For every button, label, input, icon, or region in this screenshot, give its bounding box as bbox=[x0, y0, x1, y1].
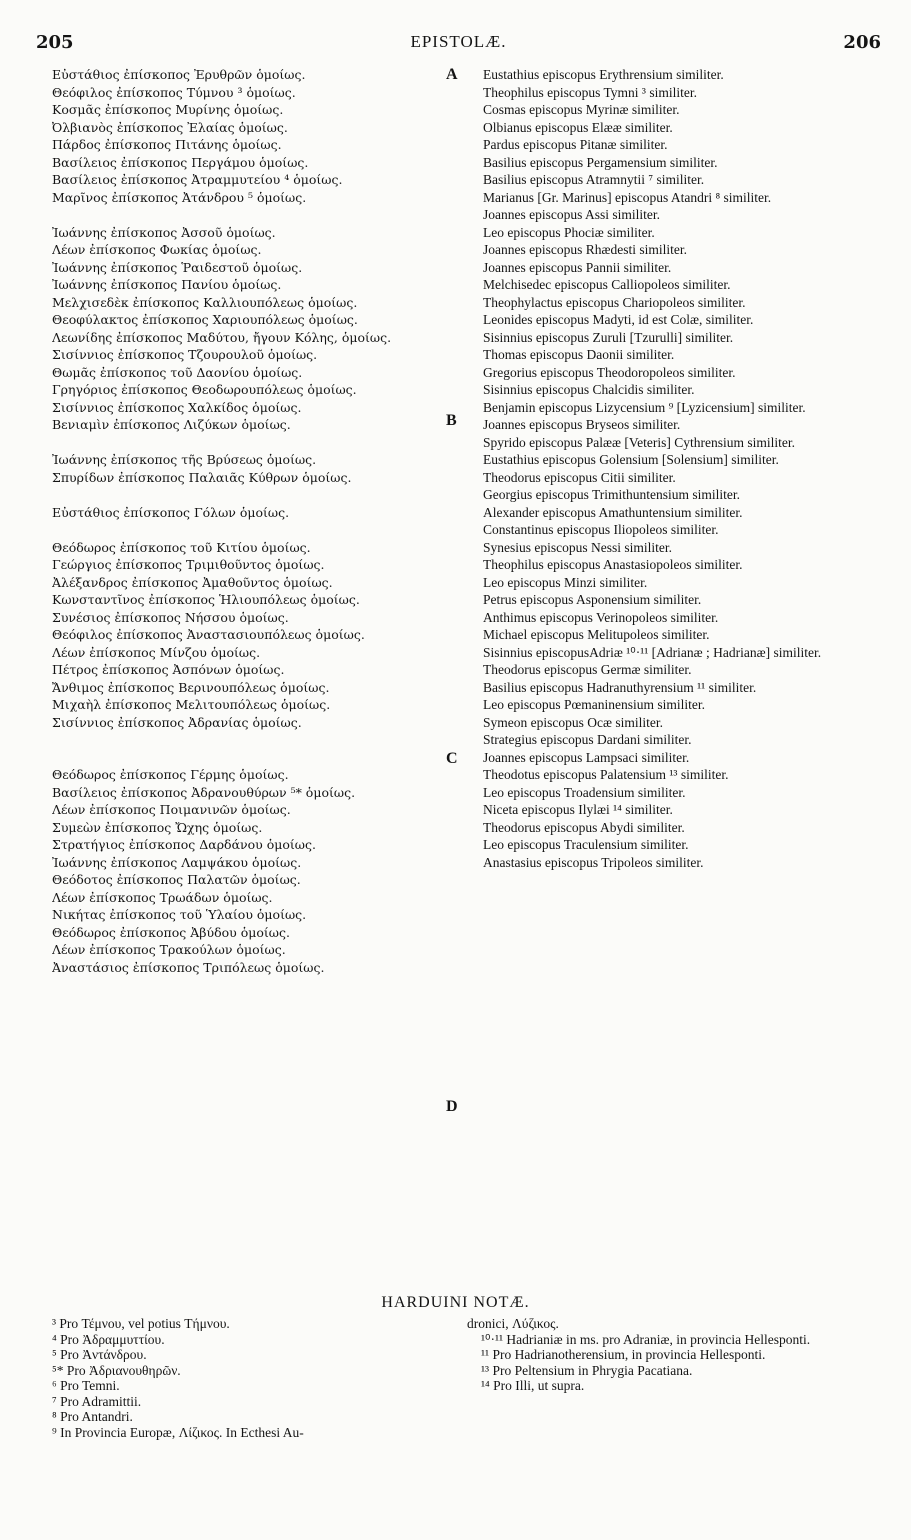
greek-column bbox=[52, 66, 442, 976]
greek-entry: Εὐστάθιος ἐπίσκοπος Γόλων ὁμοίως. bbox=[52, 504, 290, 520]
footnote: ⁹ In Provincia Europæ, Λίζικος. In Ecthesi Au- bbox=[52, 1424, 304, 1440]
latin-entry: Basilius episcopus Hadranuthyrensium ¹¹ similiter. bbox=[483, 679, 757, 695]
latin-entry: Theophilus episcopus Tymni ³ similiter. bbox=[483, 84, 697, 100]
latin-entry: Thomas episcopus Daonii similiter. bbox=[483, 347, 675, 362]
latin-column bbox=[483, 66, 879, 871]
greek-entry: Γρηγόριος ἐπίσκοπος Θεοδωρουπόλεως ὁμοίως. bbox=[52, 382, 357, 397]
latin-entry: Petrus episcopus Asponensium similiter. bbox=[483, 592, 702, 607]
latin-entry: Sisinnius episcopus Zuruli [Tzurulli] similiter. bbox=[483, 329, 734, 345]
latin-entry: Anastasius episcopus Tripoleos similiter. bbox=[483, 854, 704, 870]
latin-entry: Leo episcopus Pœmaninensium similiter. bbox=[483, 697, 705, 712]
greek-entry: Σισίννιος ἐπίσκοπος Χαλκίδος ὁμοίως. bbox=[52, 399, 302, 415]
greek-entry: Συνέσιος ἐπίσκοπος Νήσσου ὁμοίως. bbox=[52, 609, 289, 625]
latin-entry: Theophilus episcopus Anastasiopoleos similiter. bbox=[483, 557, 743, 572]
notes-right-column bbox=[467, 1316, 877, 1394]
greek-entry: Σισίννιος ἐπίσκοπος Τζουρουλοῦ ὁμοίως. bbox=[52, 347, 318, 362]
latin-entry: Constantinus episcopus Iliopoleos similiter. bbox=[483, 522, 719, 537]
latin-entry: Sisinnius episcopus Chalcidis similiter. bbox=[483, 382, 695, 397]
running-title: EPISTOLÆ. bbox=[410, 32, 507, 51]
latin-entry: Joannes episcopus Lampsaci similiter. bbox=[483, 749, 690, 765]
latin-entry: Benjamin episcopus Lizycensium ⁹ [Lyzicensium] similiter. bbox=[483, 399, 806, 415]
latin-entry: Eustathius episcopus Golensium [Solensium] similiter. bbox=[483, 452, 779, 467]
latin-entry: Cosmas episcopus Myrinæ similiter. bbox=[483, 102, 680, 117]
greek-entry: Λέων ἐπίσκοπος Φωκίας ὁμοίως. bbox=[52, 242, 262, 257]
notes-heading: HARDUINI NOTÆ. bbox=[381, 1294, 530, 1311]
latin-entry: Pardus episcopus Pitanæ similiter. bbox=[483, 137, 668, 152]
greek-entry: Ἰωάννης ἐπίσκοπος Ῥαιδεστοῦ ὁμοίως. bbox=[52, 259, 303, 275]
section-marker-c: C bbox=[446, 750, 458, 767]
greek-entry: Βασίλειος ἐπίσκοπος Ἀτραμμυτείου ⁴ ὁμοίως. bbox=[52, 172, 343, 187]
greek-entry: Στρατήγιος ἐπίσκοπος Δαρδάνου ὁμοίως. bbox=[52, 837, 316, 852]
greek-entry: Σισίννιος ἐπίσκοπος Ἀδρανίας ὁμοίως. bbox=[52, 714, 302, 730]
footnote: ¹¹ Pro Hadrianotherensium, in provincia Hellesponti. bbox=[481, 1347, 766, 1362]
page-number-left: 205 bbox=[36, 32, 74, 53]
latin-entry: Georgius episcopus Trimithuntensium similiter. bbox=[483, 487, 741, 502]
footnote: ¹⁴ Pro Illi, ut supra. bbox=[481, 1378, 585, 1393]
latin-entry: Basilius episcopus Atramnytii ⁷ similiter. bbox=[483, 172, 705, 187]
latin-entry: Theophylactus episcopus Chariopoleos similiter. bbox=[483, 294, 746, 310]
latin-entry: Leo episcopus Phociæ similiter. bbox=[483, 224, 655, 240]
greek-entry: Εὐστάθιος ἐπίσκοπος Ἐρυθρῶν ὁμοίως. bbox=[52, 67, 306, 82]
page-header bbox=[36, 32, 881, 56]
greek-entry: Λέων ἐπίσκοπος Μίνζου ὁμοίως. bbox=[52, 644, 261, 660]
latin-entry: Synesius episcopus Nessi similiter. bbox=[483, 539, 672, 555]
footnote: dronici, Λύζικος. bbox=[467, 1316, 559, 1331]
greek-entry: Πέτρος ἐπίσκοπος Ἀσπόνων ὁμοίως. bbox=[52, 662, 285, 677]
greek-entry: Ἰωάννης ἐπίσκοπος Λαμψάκου ὁμοίως. bbox=[52, 854, 302, 870]
greek-entry: Κοσμᾶς ἐπίσκοπος Μυρίνης ὁμοίως. bbox=[52, 102, 284, 117]
latin-entry: Michael episcopus Melitupoleos similiter. bbox=[483, 627, 710, 642]
greek-entry: Ἀναστάσιος ἐπίσκοπος Τριπόλεως ὁμοίως. bbox=[52, 959, 325, 975]
greek-entry: Ἄνθιμος ἐπίσκοπος Βερινουπόλεως ὁμοίως. bbox=[52, 679, 330, 695]
greek-entry: Λέων ἐπίσκοπος Τρωάδων ὁμοίως. bbox=[52, 889, 273, 905]
greek-entry: Σπυρίδων ἐπίσκοπος Παλαιᾶς Κύθρων ὁμοίως. bbox=[52, 469, 352, 485]
footnote: ⁷ Pro Adramittii. bbox=[52, 1393, 142, 1409]
greek-entry: Θεόφιλος ἐπίσκοπος Τύμνου ³ ὁμοίως. bbox=[52, 84, 296, 100]
latin-entry: Theodotus episcopus Palatensium ¹³ similiter. bbox=[483, 767, 729, 782]
latin-entry: Anthimus episcopus Verinopoleos similiter. bbox=[483, 609, 719, 625]
latin-entry: Theodorus episcopus Germæ similiter. bbox=[483, 662, 692, 677]
latin-entry: Basilius episcopus Pergamensium similiter. bbox=[483, 154, 718, 170]
section-marker-b: B bbox=[446, 412, 457, 429]
greek-entry: Ἰωάννης ἐπίσκοπος Πανίου ὁμοίως. bbox=[52, 277, 282, 292]
latin-entry: Joannes episcopus Bryseos similiter. bbox=[483, 417, 681, 432]
greek-entry: Βενιαμὶν ἐπίσκοπος Λιζύκων ὁμοίως. bbox=[52, 417, 291, 432]
footnote: ⁶ Pro Temni. bbox=[52, 1378, 120, 1393]
footnote: ¹⁰·¹¹ Hadrianiæ in ms. pro Adraniæ, in provincia Hellesponti. bbox=[481, 1331, 811, 1347]
footnote: ¹³ Pro Peltensium in Phrygia Pacatiana. bbox=[481, 1362, 693, 1378]
greek-entry: Κωνσταντῖνος ἐπίσκοπος Ἡλιουπόλεως ὁμοίως. bbox=[52, 592, 360, 607]
greek-entry: Θεόδοτος ἐπίσκοπος Παλατῶν ὁμοίως. bbox=[52, 872, 301, 887]
section-marker-a: A bbox=[446, 66, 458, 83]
greek-entry: Λέων ἐπίσκοπος Τρακούλων ὁμοίως. bbox=[52, 942, 286, 957]
latin-entry: Marianus [Gr. Marinus] episcopus Atandri ⁸ similiter. bbox=[483, 189, 772, 205]
greek-entry: Θεοφύλακτος ἐπίσκοπος Χαριουπόλεως ὁμοίως. bbox=[52, 312, 358, 327]
latin-entry: Melchisedec episcopus Calliopoleos similiter. bbox=[483, 277, 731, 292]
greek-entry: Θεόδωρος ἐπίσκοπος τοῦ Κιτίου ὁμοίως. bbox=[52, 539, 311, 555]
latin-entry: Strategius episcopus Dardani similiter. bbox=[483, 732, 692, 747]
latin-entry: Sisinnius episcopusAdriæ ¹⁰·¹¹ [Adrianæ ; Hadrianæ] similiter. bbox=[483, 644, 822, 660]
latin-entry: Leo episcopus Troadensium similiter. bbox=[483, 784, 686, 800]
latin-entry: Symeon episcopus Ocæ similiter. bbox=[483, 714, 663, 730]
greek-entry: Θεόδωρος ἐπίσκοπος Γέρμης ὁμοίως. bbox=[52, 767, 289, 782]
greek-entry: Βασίλειος ἐπίσκοπος Περγάμου ὁμοίως. bbox=[52, 154, 309, 170]
latin-entry: Gregorius episcopus Theodoropoleos similiter. bbox=[483, 364, 736, 380]
latin-entry: Olbianus episcopus Elææ similiter. bbox=[483, 119, 673, 135]
latin-entry: Alexander episcopus Amathuntensium similiter. bbox=[483, 504, 743, 520]
latin-entry: Leo episcopus Traculensium similiter. bbox=[483, 837, 689, 852]
notes-left-column bbox=[52, 1316, 447, 1440]
latin-entry: Joannes episcopus Rhædesti similiter. bbox=[483, 242, 687, 257]
greek-entry: Θεόφιλος ἐπίσκοπος Ἀναστασιουπόλεως ὁμοίως. bbox=[52, 627, 365, 642]
greek-entry: Θωμᾶς ἐπίσκοπος τοῦ Δαονίου ὁμοίως. bbox=[52, 364, 303, 380]
greek-entry: Μελχισεδὲκ ἐπίσκοπος Καλλιουπόλεως ὁμοίως. bbox=[52, 294, 358, 310]
greek-entry: Συμεὼν ἐπίσκοπος Ὤχης ὁμοίως. bbox=[52, 819, 263, 835]
greek-entry: Λεωνίδης ἐπίσκοπος Μαδύτου, ἤγουν Κόλης, ὁμοίως. bbox=[52, 329, 392, 345]
greek-entry: Θεόδωρος ἐπίσκοπος Ἀβύδου ὁμοίως. bbox=[52, 924, 290, 940]
latin-entry: Theodorus episcopus Abydi similiter. bbox=[483, 819, 685, 835]
latin-entry: Theodorus episcopus Citii similiter. bbox=[483, 469, 676, 485]
section-marker-d: D bbox=[446, 1098, 458, 1115]
greek-entry: Ὀλβιανὸς ἐπίσκοπος Ἐλαίας ὁμοίως. bbox=[52, 119, 288, 135]
greek-entry: Ἰωάννης ἐπίσκοπος τῆς Βρύσεως ὁμοίως. bbox=[52, 452, 317, 467]
latin-entry: Niceta episcopus Ilylæi ¹⁴ similiter. bbox=[483, 802, 673, 817]
greek-entry: Μαρῖνος ἐπίσκοπος Ἀτάνδρου ⁵ ὁμοίως. bbox=[52, 189, 307, 205]
latin-entry: Spyrido episcopus Palææ [Veteris] Cythrensium similiter. bbox=[483, 434, 795, 450]
latin-entry: Leo episcopus Minzi similiter. bbox=[483, 574, 648, 590]
greek-entry: Βασίλειος ἐπίσκοπος Ἀδρανουθύρων ⁵* ὁμοίως. bbox=[52, 784, 356, 800]
greek-entry: Μιχαὴλ ἐπίσκοπος Μελιτουπόλεως ὁμοίως. bbox=[52, 697, 331, 712]
footnote: ⁵ Pro Ἀντάνδρου. bbox=[52, 1347, 147, 1362]
footnote: ⁵* Pro Ἀδριανουθηρῶν. bbox=[52, 1362, 181, 1378]
footnote: ⁴ Pro Ἀδραμμυττίου. bbox=[52, 1331, 165, 1347]
page-number-right: 206 bbox=[843, 32, 881, 53]
latin-entry: Leonides episcopus Madyti, id est Colæ, similiter. bbox=[483, 312, 754, 327]
greek-entry: Ἰωάννης ἐπίσκοπος Ἀσσοῦ ὁμοίως. bbox=[52, 224, 276, 240]
greek-entry: Πάρδος ἐπίσκοπος Πιτάνης ὁμοίως. bbox=[52, 137, 282, 152]
greek-entry: Νικήτας ἐπίσκοπος τοῦ Ὑλαίου ὁμοίως. bbox=[52, 907, 307, 922]
footnote: ³ Pro Τέμνου, vel potius Τήμνου. bbox=[52, 1316, 230, 1331]
latin-entry: Eustathius episcopus Erythrensium similiter. bbox=[483, 67, 724, 82]
greek-entry: Ἀλέξανδρος ἐπίσκοπος Ἀμαθοῦντος ὁμοίως. bbox=[52, 574, 333, 590]
latin-entry: Joannes episcopus Assi similiter. bbox=[483, 207, 660, 222]
footnote: ⁸ Pro Antandri. bbox=[52, 1409, 133, 1424]
latin-entry: Joannes episcopus Pannii similiter. bbox=[483, 259, 672, 275]
greek-entry: Λέων ἐπίσκοπος Ποιμανινῶν ὁμοίως. bbox=[52, 802, 291, 817]
greek-entry: Γεώργιος ἐπίσκοπος Τριμιθοῦντος ὁμοίως. bbox=[52, 557, 325, 572]
